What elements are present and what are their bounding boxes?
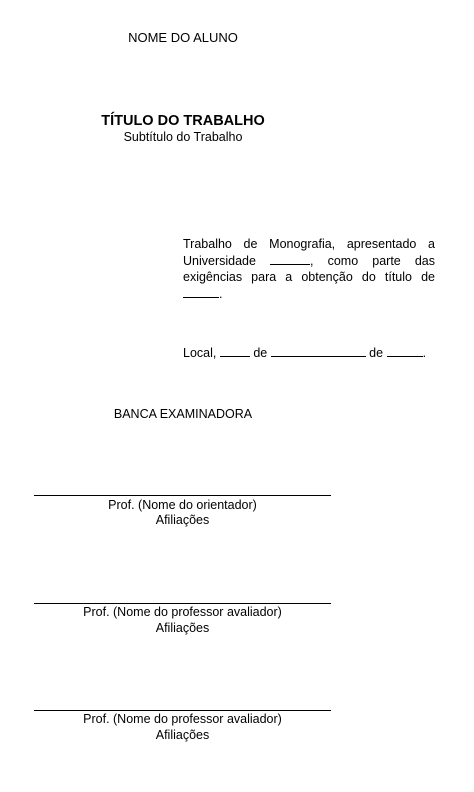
signature-line — [34, 603, 331, 604]
year-blank — [387, 345, 423, 357]
presentation-paragraph — [183, 236, 435, 302]
signature-line — [34, 710, 331, 711]
signature-name: Prof. (Nome do professor avaliador) — [83, 605, 282, 619]
signature-affiliation: Afiliações — [155, 728, 210, 742]
university-blank — [270, 253, 310, 265]
local-date-line — [183, 345, 426, 361]
presentation-text-1: Trabalho de Monografia, apresentado a Universidade — [183, 237, 435, 268]
local-label: Local, — [183, 346, 220, 360]
degree-title-blank — [183, 286, 219, 298]
local-line-end: . — [422, 346, 427, 360]
signature-affiliation: Afiliações — [155, 621, 210, 635]
signature-line — [34, 495, 331, 496]
signature-name: Prof. (Nome do orientador) — [108, 498, 257, 512]
de-label-1: de — [249, 346, 271, 360]
day-blank — [220, 345, 250, 357]
presentation-text-3: . — [219, 286, 223, 301]
student-name: NOME DO ALUNO — [128, 30, 238, 45]
de-label-2: de — [365, 346, 387, 360]
examining-board-title: BANCA EXAMINADORA — [113, 407, 253, 421]
work-title: TÍTULO DO TRABALHO — [101, 113, 265, 129]
signature-affiliation: Afiliações — [155, 513, 210, 527]
presentation-text-2: , como parte das exigências para a obtenção do título de — [183, 253, 435, 284]
work-subtitle: Subtítulo do Trabalho — [123, 130, 243, 144]
month-blank — [271, 345, 366, 357]
signature-name: Prof. (Nome do professor avaliador) — [83, 712, 282, 726]
